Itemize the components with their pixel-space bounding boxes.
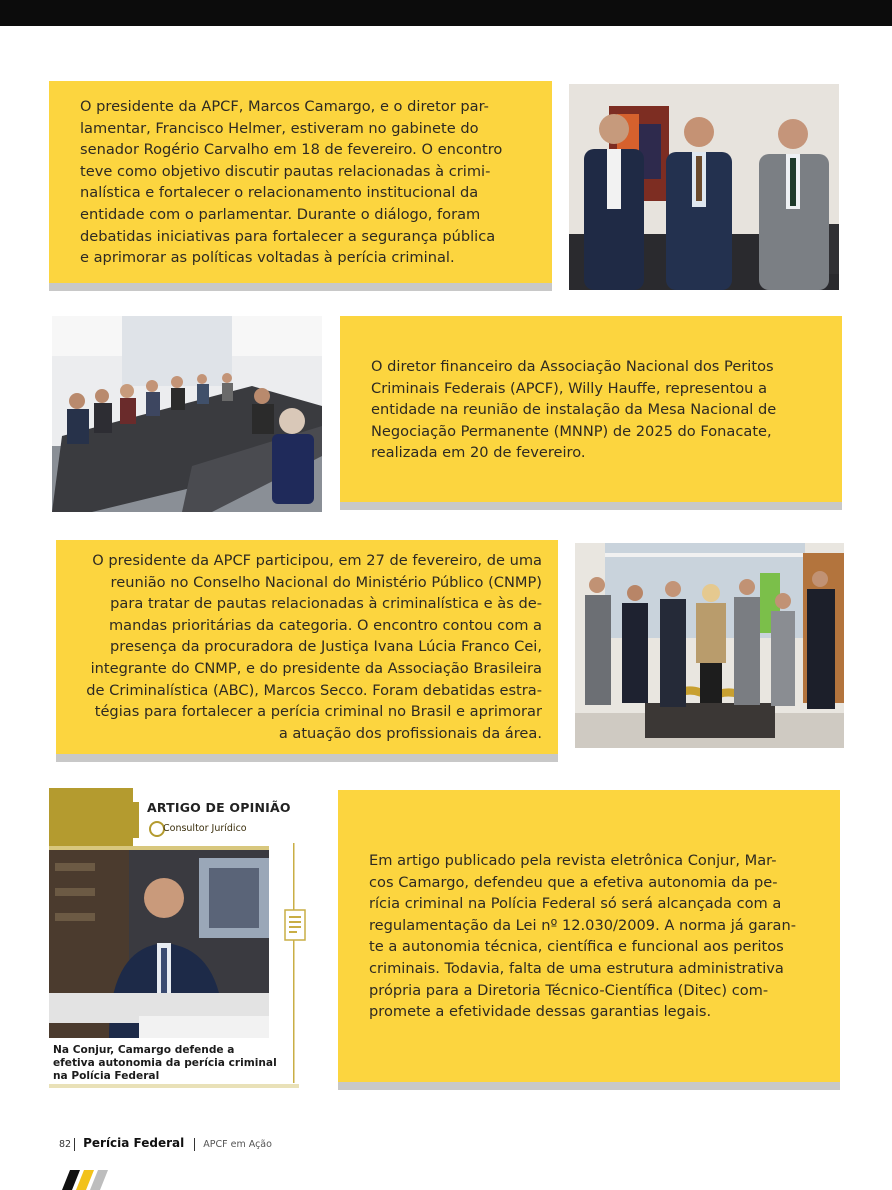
photo-cnmp-meeting: [575, 543, 844, 748]
page-number: 82: [59, 1139, 72, 1150]
article-card-4: [338, 790, 840, 1082]
card-shadow: [340, 502, 842, 510]
article-card-1: [49, 81, 552, 283]
article-text-4: Em artigo publicado pela revista eletrônica Conjur, Mar- cos Camargo, defendeu que a efetiva autonomia da pe- rícia criminal na Polícia Federal só será alcançada com a regulamentação da Lei nº 12.030/2009. A norma já garan- te a autonomia técnica, científica e funcional aos peritos criminais. Todavia, falta de uma estrutura administrativa própria para a Diretoria Técnico-Científica (Ditec) com- promete a efetividade dessas garantias legais.: [369, 852, 797, 1021]
opinion-brand: Consultor Jurídico: [163, 823, 247, 834]
footer-divider: [74, 1138, 75, 1151]
article-text-2: O diretor financeiro da Associação Nacional dos Peritos Criminais Federais (APCF), Willy Hauffe, representou a entidade na reunião de instalação da Mesa Nacional de Negociação Permanente (MNNP) de 2025 do Fonacate, realizada em 20 de fevereiro.: [371, 358, 777, 462]
article-text-3: O presidente da APCF participou, em 27 de fevereiro, de uma reunião no Conselho Nacional do Ministério Público (CNMP) para tratar de pautas relacionadas à criminalística e às de- mandas prioritárias da categoria. O encontro contou com a presença da procuradora de Justiça Ivana Lúcia Franco Cei, integrante do CNMP, e do presidente da Associação Brasileira de Criminalística (ABC), Marcos Secco. Foram debatidas estra- tégias para fortalecer a perícia criminal no Brasil e aprimorar a atuação dos profissionais da área.: [86, 552, 542, 742]
article-card-3: [56, 540, 558, 754]
magazine-name: Perícia Federal: [83, 1136, 185, 1150]
card-shadow: [338, 1082, 840, 1090]
page-footer: [59, 1136, 272, 1151]
photo-opinion-article-card: [49, 788, 320, 1088]
photo-mnnp-meeting: [52, 316, 322, 512]
card-shadow: [56, 754, 558, 762]
photo-senator-meeting: [569, 84, 839, 290]
card-shadow: [49, 283, 552, 291]
section-name: APCF em Ação: [203, 1139, 272, 1150]
footer-divider: [194, 1138, 195, 1151]
opinion-caption: Na Conjur, Camargo defende a efetiva autonomia da perícia criminal na Polícia Federal: [53, 1044, 277, 1082]
article-card-2: [340, 316, 842, 502]
opinion-title: ARTIGO DE OPINIÃO: [147, 800, 291, 815]
article-text-1: O presidente da APCF, Marcos Camargo, e o diretor par- lamentar, Francisco Helmer, estiveram no gabinete do senador Rogério Carvalho em 18 de fevereiro. O encontro teve como objetivo discutir pautas relacionadas à crimi- nalística e fortalecer o relacionamento institucional da entidade com o parlamentar. Durante o diálogo, foram debatidas iniciativas para fortalecer a segurança pública e aprimorar as políticas voltadas à perícia criminal.: [80, 98, 503, 267]
stripes-logo-icon: [62, 1170, 108, 1190]
top-bar: [0, 0, 892, 26]
